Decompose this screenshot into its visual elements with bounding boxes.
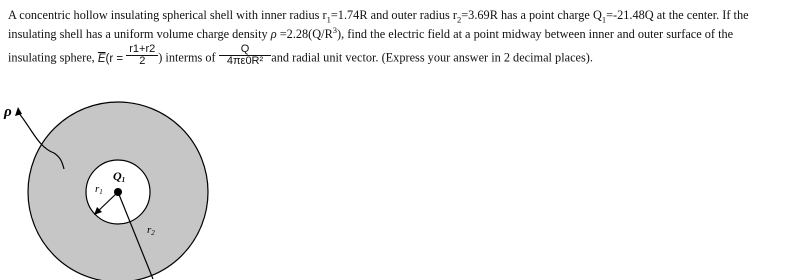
fraction-q-over-4pi-eps0-r2 [219,44,272,67]
subscript: 1 [601,14,607,25]
rho-label: ρ [4,104,12,120]
problem-line-1 [8,6,802,25]
electric-field-expression [97,43,158,68]
text: (r = [105,52,127,65]
rho-symbol: ρ [270,26,277,41]
text: and radial unit vector. (Express your answer in 2 decimal places). [271,50,593,65]
text: =-21.48Q at the center. If the [606,8,749,22]
spherical-shell-figure [0,95,240,280]
r1-subscript: 1 [99,188,103,196]
q-letter: Q [113,169,122,183]
e-vector-symbol: $\overline{E}$ [97,52,106,65]
r2-subscript: 2 [151,229,155,237]
problem-line-3 [8,43,802,68]
q-subscript: 1 [121,176,126,184]
subscript: 1 [326,14,331,25]
rho-arrow-icon [15,107,22,116]
fraction-r-mid [126,44,158,67]
text: insulating shell has a uniform volume charge density [8,26,271,41]
fraction-denominator: 2 [139,55,146,68]
fraction-numerator: r1+r2 [126,44,158,56]
problem-text [8,6,802,68]
subscript: 2 [457,14,462,25]
text: ), find the electric field at a point midway between inner and outer surface of the [337,26,734,41]
fraction-numerator: Q [219,44,272,56]
text: ) interms of [158,50,216,65]
superscript: 3 [332,24,338,35]
text: =3.69R has a point charge Q [461,8,602,22]
problem-line-2 [8,25,802,44]
fraction-denominator: 4πε0R² [226,55,264,68]
text: =2.28(Q/R [276,26,333,41]
r1-letter: r [95,183,100,195]
r2-letter: r [147,224,152,236]
text: insulating sphere, [8,50,98,65]
text: =1.74R and outer radius r [330,8,457,22]
text: A concentric hollow insulating spherical shell with inner radius r [8,8,327,22]
